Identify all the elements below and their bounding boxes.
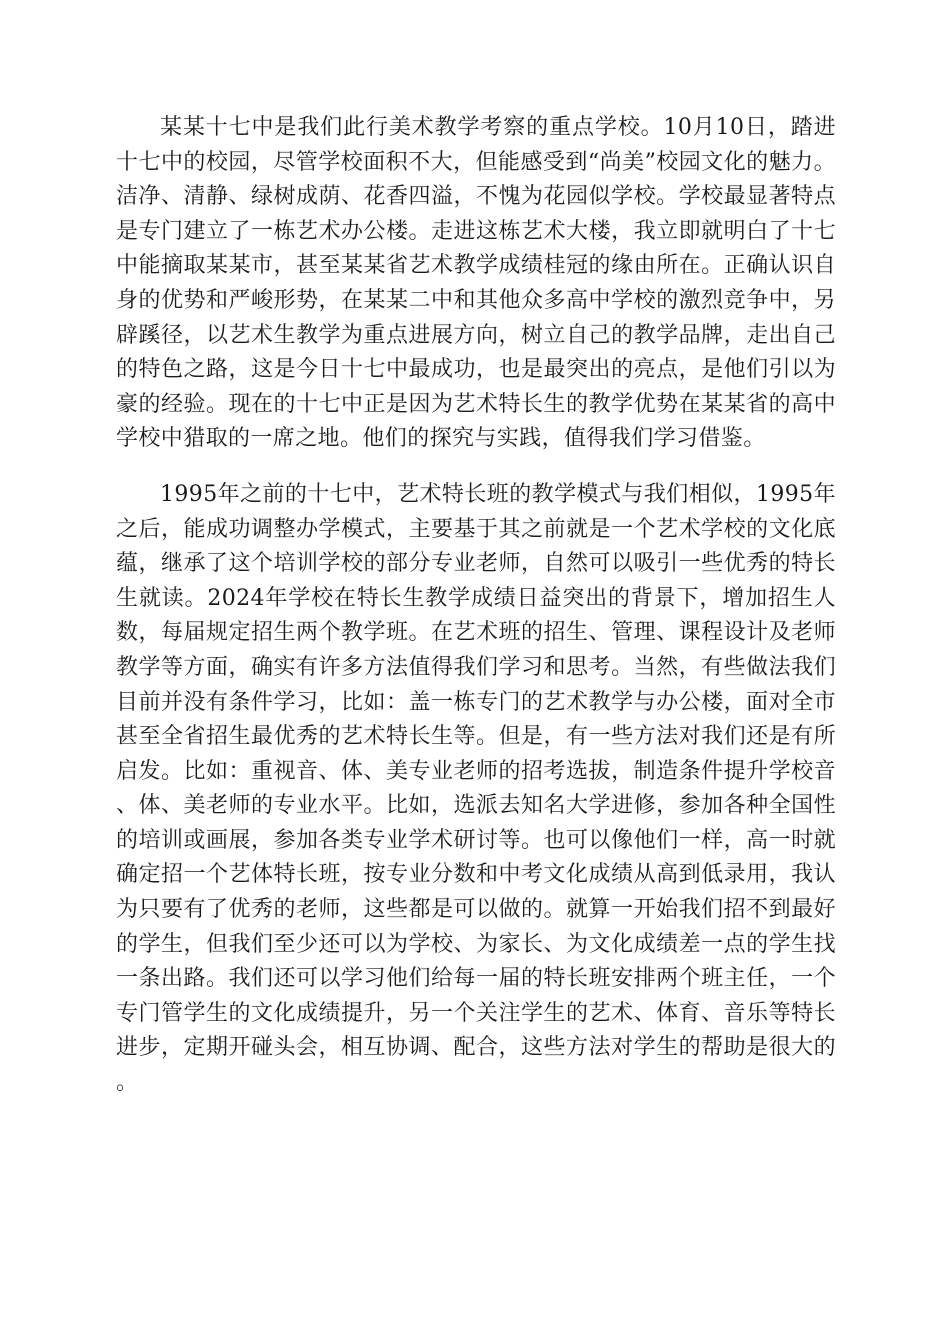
paragraph-2: 1995年之前的十七中，艺术特长班的教学模式与我们相似，1995年之后，能成功调整办学模式，主要基于其之前就是一个艺术学校的文化底蕴，继承了这个培训学校的部分专业老师，自然可以吸引一些优秀的特长生就读。2024年学校在特长生教学成绩日益突出的背景下，增加招生人数，每届规定招生两个教学班。在艺术班的招生、管理、课程设计及老师教学等方面，确实有许多方法值得我们学习和思考。当然，有些做法我们目前并没有条件学习，比如：盖一栋专门的艺术教学与办公楼，面对全市甚至全省招生最优秀的艺术特长生等。但是，有一些方法对我们还是有所启发。比如：重视音、体、美专业老师的招考选拔，制造条件提升学校音、体、美老师的专业水平。比如，选派去知名大学进修，参加各种全国性的培训或画展，参加各类专业学术研讨等。也可以像他们一样，高一时就确定招一个艺体特长班，按专业分数和中考文化成绩从高到低录用，我认为只要有了优秀的老师，这些都是可以做的。就算一开始我们招不到最好的学生，但我们至少还可以为学校、为家长、为文化成绩差一点的学生找一条出路。我们还可以学习他们给每一届的特长班安排两个班主任，一个专门管学生的文化成绩提升，另一个关注学生的艺术、体育、音乐等特长进步，定期开碰头会，相互协调、配合，这些方法对学生的帮助是很大的。 <box>116 481 836 1096</box>
document-body <box>116 111 836 1101</box>
paragraph-1: 某某十七中是我们此行美术教学考察的重点学校。10月10日，踏进十七中的校园，尽管学校面积不大，但能感受到“尚美”校园文化的魅力。洁净、清静、绿树成荫、花香四溢，不愧为花园似学校。学校最显著特点是专门建立了一栋艺术办公楼。走进这栋艺术大楼，我立即就明白了十七中能摘取某某市，甚至某某省艺术教学成绩桂冠的缘由所在。正确认识自身的优势和严峻形势，在某某二中和其他众多高中学校的激烈竞争中，另辟蹊径，以艺术生教学为重点进展方向，树立自己的教学品牌，走出自己的特色之路，这是今日十七中最成功，也是最突出的亮点，是他们引以为豪的经验。现在的十七中正是因为艺术特长生的教学优势在某某省的高中学校中猎取的一席之地。他们的探究与实践，值得我们学习借鉴。 <box>116 115 836 452</box>
